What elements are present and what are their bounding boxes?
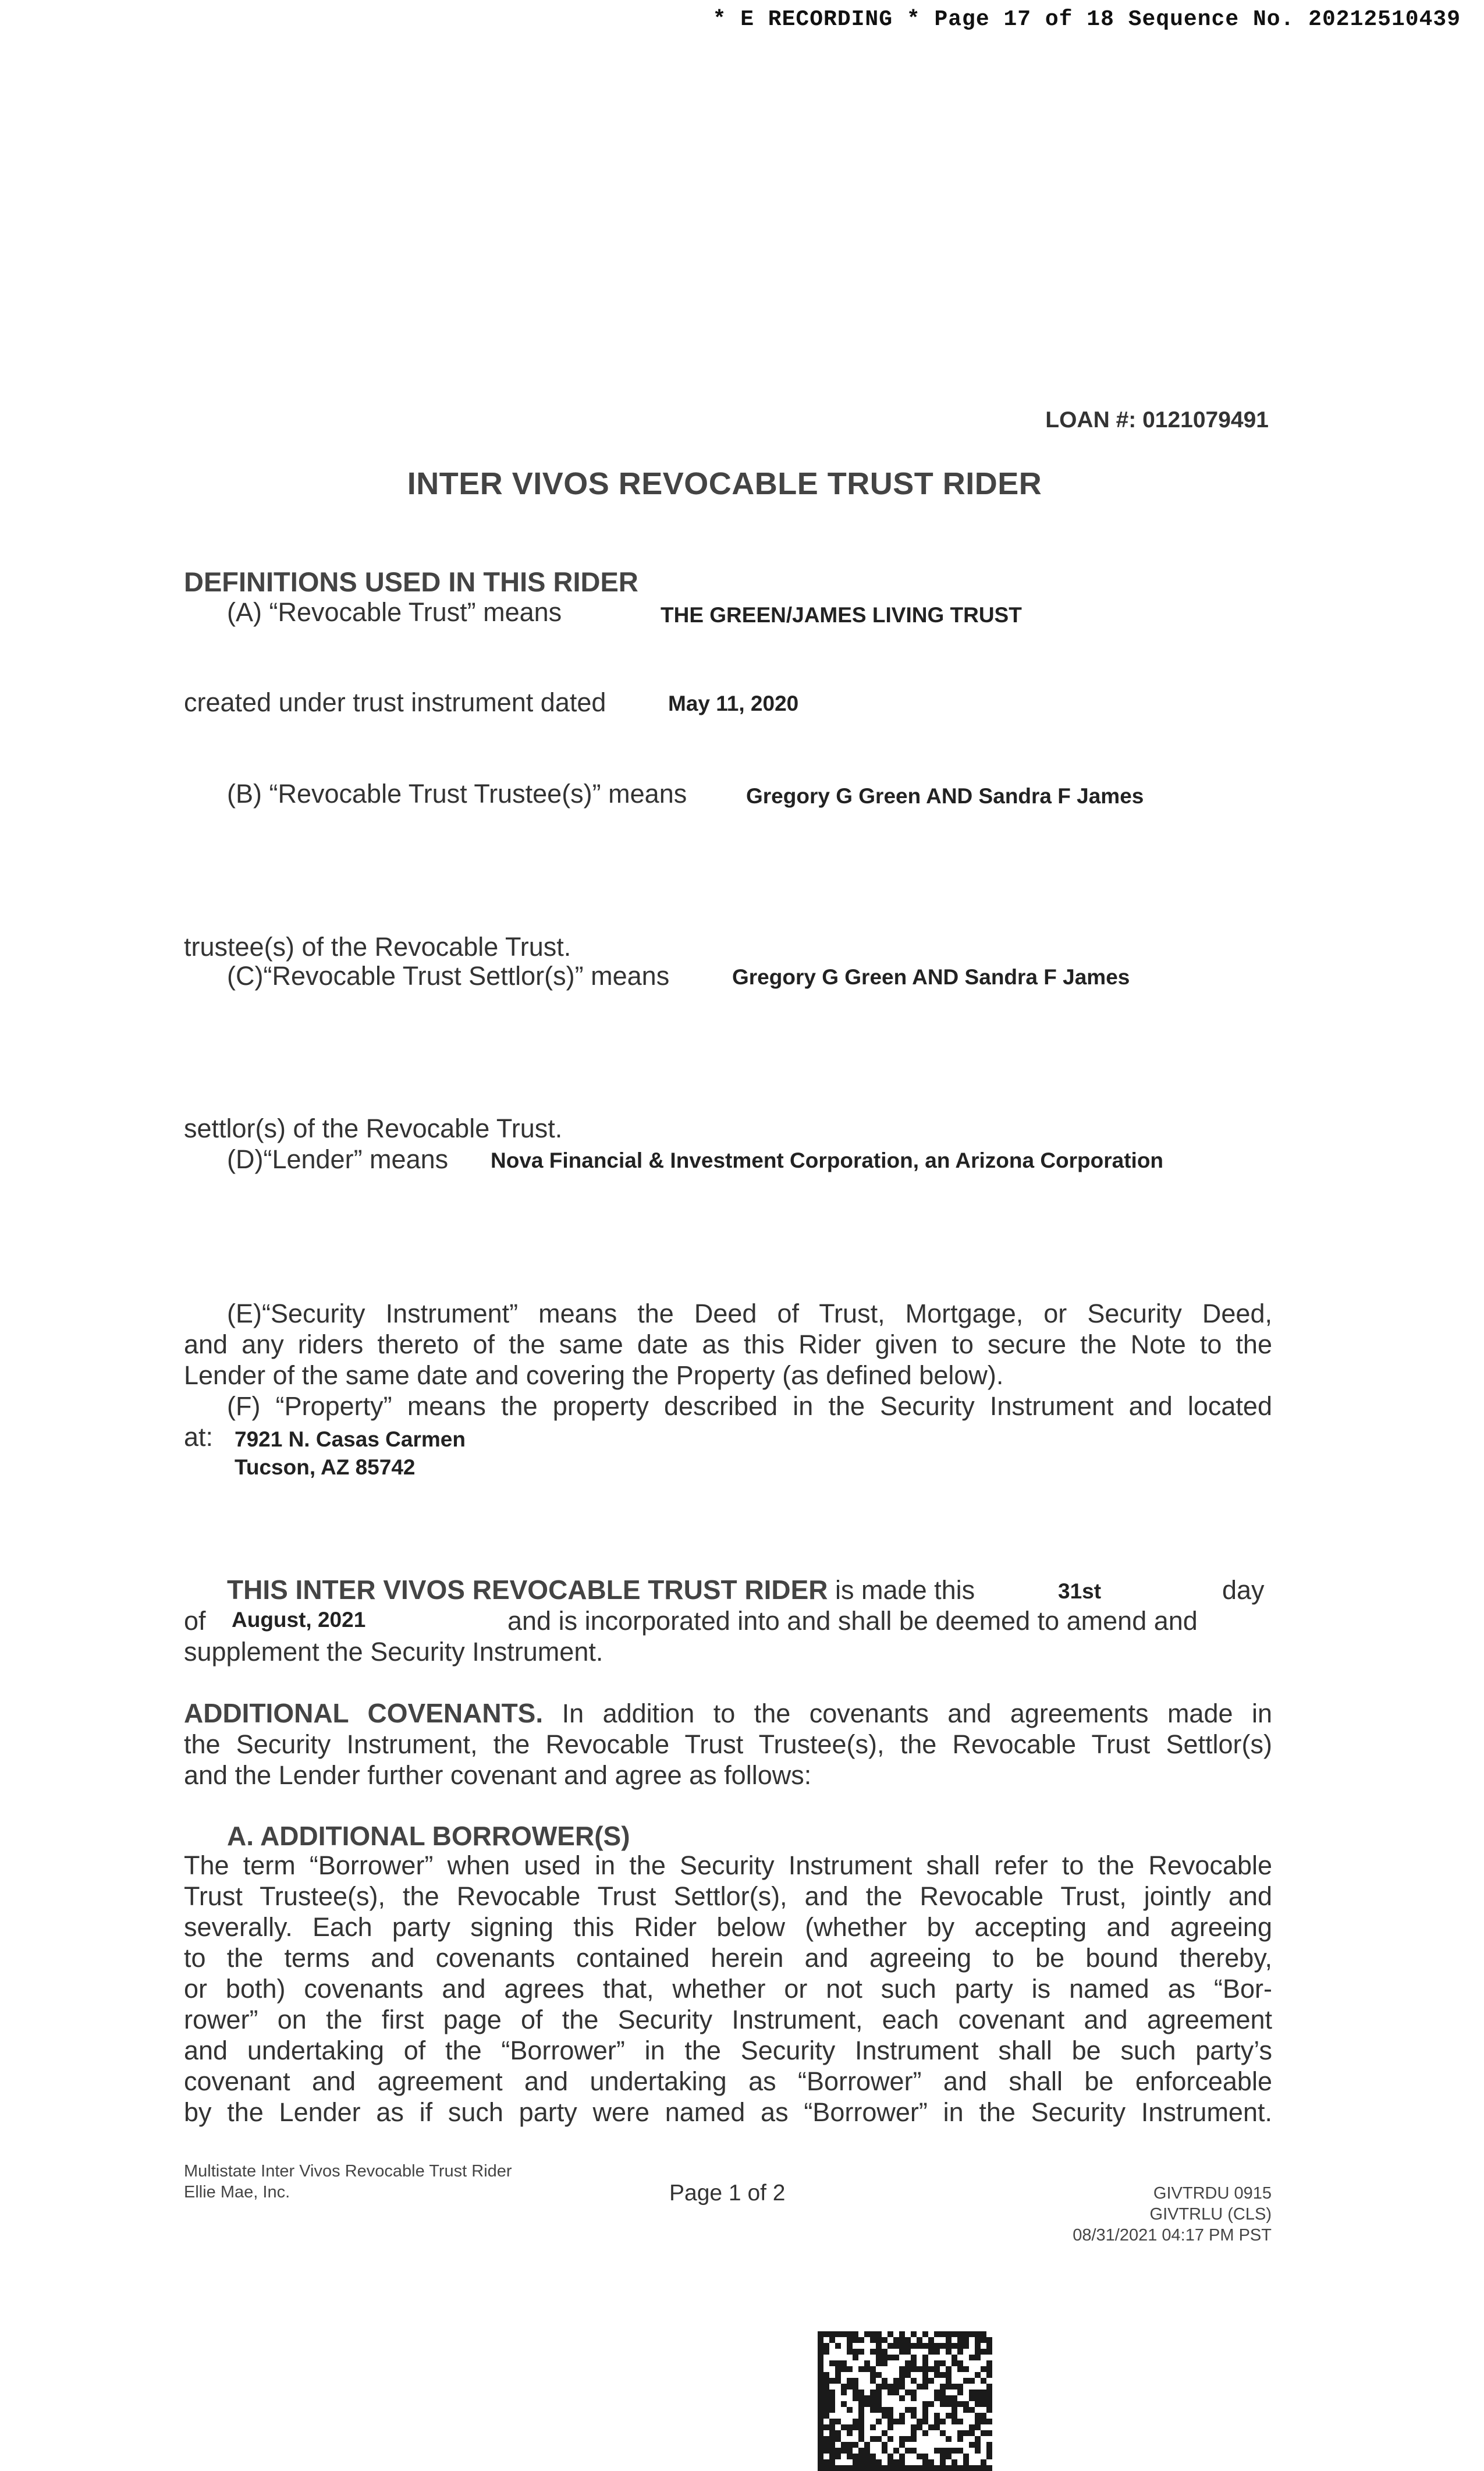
definition-a-value: THE GREEN/JAMES LIVING TRUST xyxy=(661,603,1022,627)
month-value: August, 2021 xyxy=(232,1608,366,1632)
loan-value: 0121079491 xyxy=(1142,407,1269,432)
2d-barcode-icon xyxy=(818,2331,992,2471)
definition-c-value: Gregory G Green AND Sandra F James xyxy=(732,965,1130,989)
section-a-heading: A. ADDITIONAL BORROWER(S) xyxy=(227,1821,630,1851)
definition-c-suffix: settlor(s) of the Revocable Trust. xyxy=(184,1114,563,1143)
section-a-line8: covenant and agreement and undertaking as “Borrower” and shall be enforceable xyxy=(184,2066,1272,2096)
definition-c-label: (C)“Revocable Trust Settlor(s)” means xyxy=(227,961,670,991)
footer-right xyxy=(1073,2183,1272,2246)
form-code1: GIVTRDU 0915 xyxy=(1153,2184,1272,2203)
covenants-line3: and the Lender further covenant and agree as follows: xyxy=(184,1760,812,1790)
definition-a-label: (A) “Revocable Trust” means xyxy=(227,597,562,627)
page-number: Page 1 of 2 xyxy=(669,2181,786,2206)
definitions-heading: DEFINITIONS USED IN THIS RIDER xyxy=(184,566,638,597)
section-a-line2: Trust Trustee(s), the Revocable Trust Settlor(s), and the Revocable Trust, jointly and xyxy=(184,1881,1272,1911)
definition-f-line1: (F) “Property” means the property described in the Security Instrument and located xyxy=(227,1391,1272,1421)
definition-b-label: (B) “Revocable Trust Trustee(s)” means xyxy=(227,779,687,809)
loan-number xyxy=(1045,407,1269,433)
definition-b-value: Gregory G Green AND Sandra F James xyxy=(746,784,1144,808)
section-a-line5: or both) covenants and agrees that, whether or not such party is named as “Bor- xyxy=(184,1974,1272,2004)
day-label: day xyxy=(1222,1575,1265,1605)
covenants-line2: the Security Instrument, the Revocable Trust Trustee(s), the Revocable Trust Settlor(s) xyxy=(184,1729,1272,1759)
footer-left xyxy=(184,2161,512,2203)
section-a-line1: The term “Borrower” when used in the Security Instrument shall refer to the Revocable xyxy=(184,1850,1272,1880)
definition-d-value: Nova Financial & Investment Corporation, an Arizona Corporation xyxy=(491,1148,1164,1172)
day-value: 31st xyxy=(1058,1579,1102,1603)
section-a-line7: and undertaking of the “Borrower” in the Security Instrument shall be such party’s xyxy=(184,2036,1272,2065)
definition-e-line1: (E)“Security Instrument” means the Deed of Trust, Mortgage, or Security Deed, xyxy=(227,1299,1272,1328)
section-a-line6: rower” on the first page of the Security Instrument, each covenant and agreement xyxy=(184,2005,1272,2034)
recording-header: * E RECORDING * Page 17 of 18 Sequence No. 20212510439 xyxy=(712,7,1461,32)
created-value: May 11, 2020 xyxy=(668,692,799,715)
covenants-line1 xyxy=(184,1698,1272,1729)
created-label: created under trust instrument dated xyxy=(184,687,606,717)
definition-f-at: at: xyxy=(184,1422,214,1452)
definition-e-line3: Lender of the same date and covering the Property (as defined below). xyxy=(184,1360,1004,1390)
form-code2: GIVTRLU (CLS) xyxy=(1149,2205,1272,2224)
property-address-line1: 7921 N. Casas Carmen xyxy=(235,1427,466,1451)
section-a-line3: severally. Each party signing this Rider below (whether by accepting and agreeing xyxy=(184,1912,1272,1942)
definition-d-label: (D)“Lender” means xyxy=(227,1144,449,1174)
made-text3: supplement the Security Instrument. xyxy=(184,1637,603,1667)
definition-e-line2: and any riders thereto of the same date as this Rider given to secure the Note to the xyxy=(184,1330,1272,1359)
page-title: INTER VIVOS REVOCABLE TRUST RIDER xyxy=(407,466,1042,501)
section-a-line4: to the terms and covenants contained herein and agreeing to be bound thereby, xyxy=(184,1943,1272,1973)
print-timestamp: 08/31/2021 04:17 PM PST xyxy=(1073,2226,1272,2245)
property-address-line2: Tucson, AZ 85742 xyxy=(235,1455,416,1479)
loan-label: LOAN #: xyxy=(1045,407,1137,432)
made-text1: is made this xyxy=(835,1575,975,1605)
form-name: Multistate Inter Vivos Revocable Trust Rider xyxy=(184,2162,512,2181)
of-label: of xyxy=(184,1606,206,1636)
section-a-line9: by the Lender as if such party were named as “Borrower” in the Security Instrument. xyxy=(184,2097,1272,2127)
made-text2: and is incorporated into and shall be deemed to amend and xyxy=(507,1606,1198,1636)
definition-b-suffix: trustee(s) of the Revocable Trust. xyxy=(184,932,571,962)
company-name: Ellie Mae, Inc. xyxy=(184,2183,290,2201)
rider-name-bold: THIS INTER VIVOS REVOCABLE TRUST RIDER xyxy=(227,1575,828,1605)
covenants-text1: In addition to the covenants and agreements made in xyxy=(562,1699,1272,1728)
covenants-heading: ADDITIONAL COVENANTS. xyxy=(184,1698,544,1728)
made-line1 xyxy=(227,1575,975,1605)
